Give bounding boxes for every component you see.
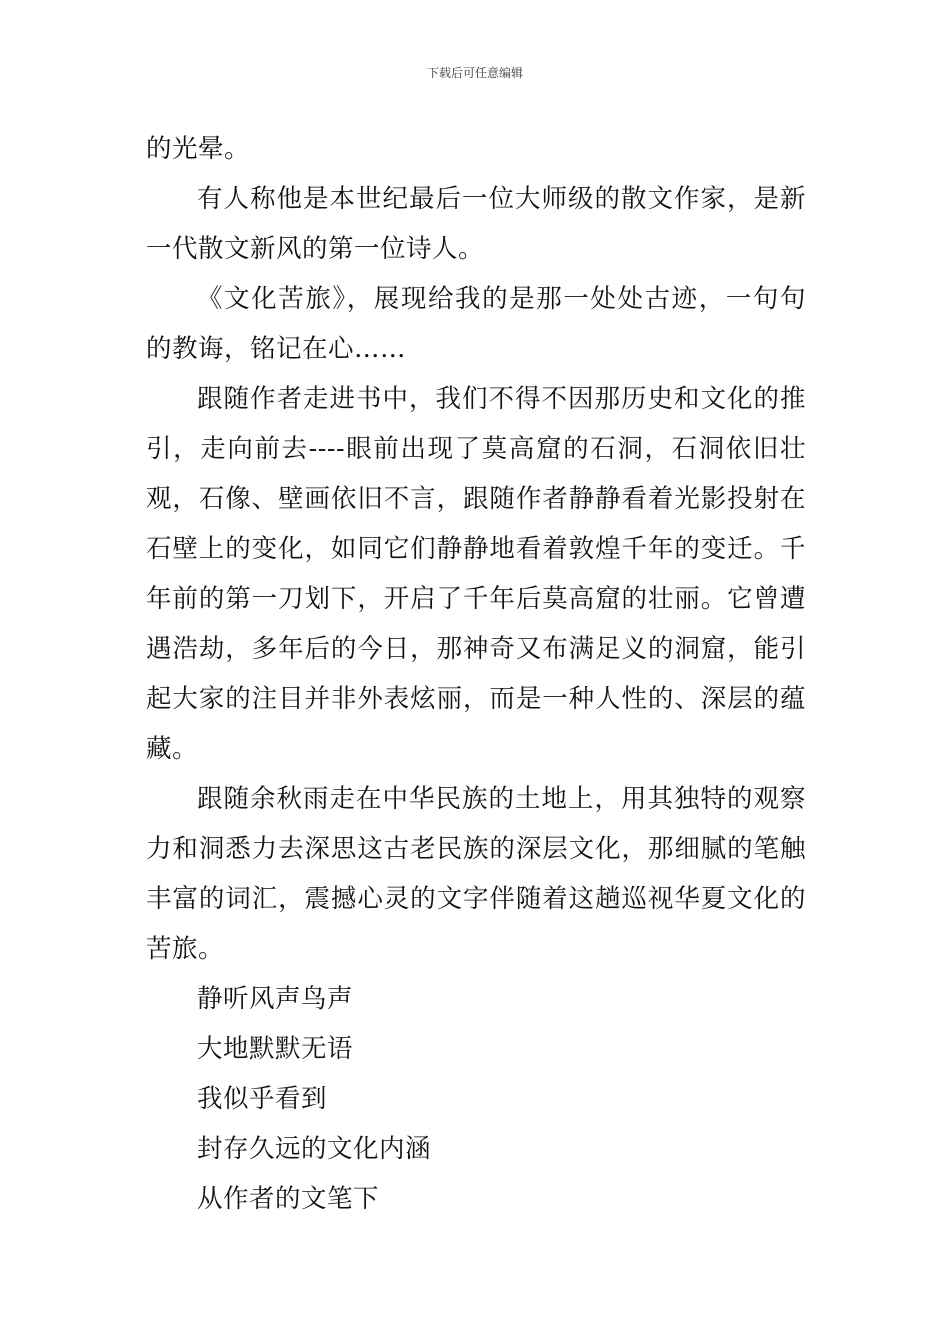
poem-line: 封存久远的文化内涵 <box>197 1134 432 1164</box>
page-header: 下载后可任意编辑 <box>426 66 523 80</box>
paragraph: 跟随余秋雨走在中华民族的土地上，用其独特的观察力和洞悉力去深思这古老民族的深层文化，那细腻的笔触丰富的词汇，震撼心灵的文字伴随着这趟巡视华夏文化的苦旅。 <box>146 784 806 964</box>
document-body <box>146 124 806 1224</box>
paragraph: 的光晕。 <box>146 134 251 164</box>
poem-line: 静听风声鸟声 <box>197 984 354 1014</box>
paragraph: 《文化苦旅》，展现给我的是那一处处古迹，一句句的教诲，铭记在心…… <box>146 284 806 364</box>
poem-line: 大地默默无语 <box>197 1034 354 1064</box>
poem-line: 从作者的文笔下 <box>197 1184 380 1214</box>
poem-line: 我似乎看到 <box>197 1084 328 1114</box>
paragraph: 有人称他是本世纪最后一位大师级的散文作家，是新一代散文新风的第一位诗人。 <box>146 184 806 264</box>
paragraph: 跟随作者走进书中，我们不得不因那历史和文化的推引，走向前去----眼前出现了莫高窟的石洞，石洞依旧壮观，石像、壁画依旧不言，跟随作者静静看着光影投射在石壁上的变化，如同它们静静地看着敦煌千年的变迁。千年前的第一刀划下，开启了千年后莫高窟的壮丽。它曾遭遇浩劫，多年后的今日，那神奇又布满足义的洞窟，能引起大家的注目并非外表炫丽，而是一种人性的、深层的蕴藏。 <box>146 384 806 764</box>
